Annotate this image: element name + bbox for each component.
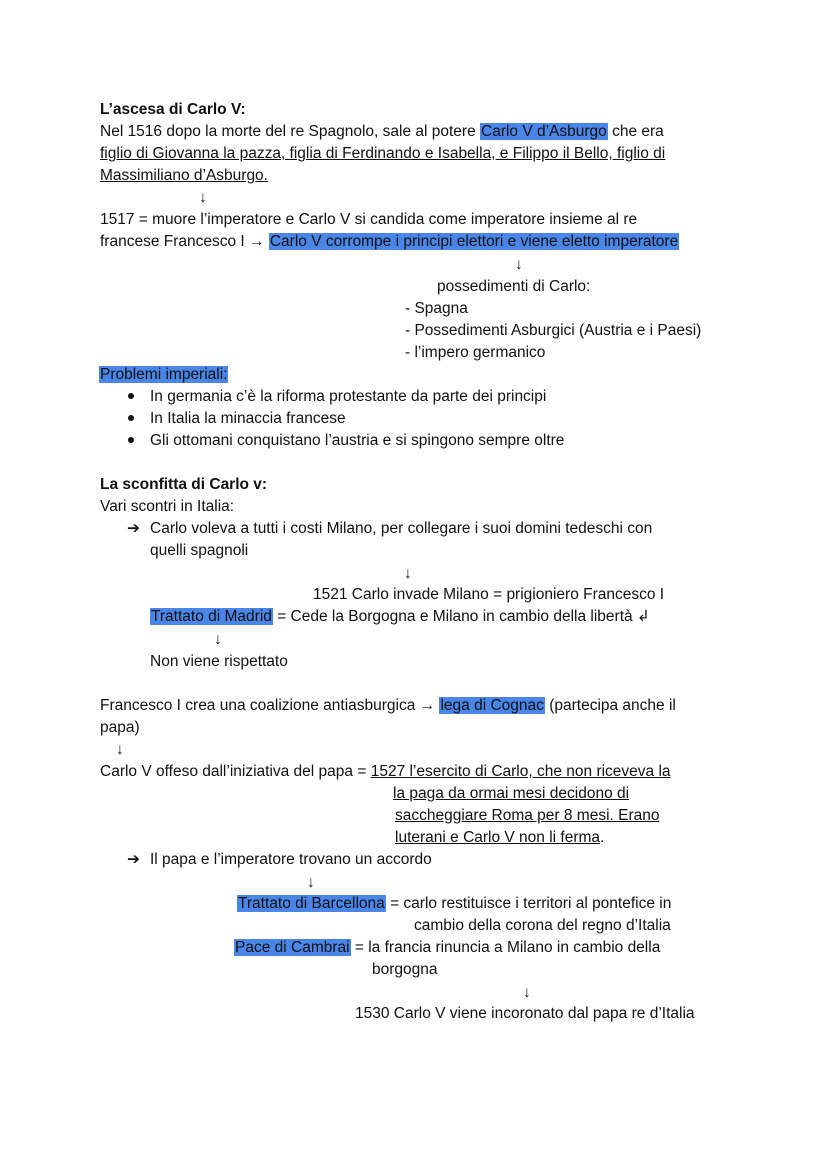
possedimenti-item: - Spagna xyxy=(405,300,468,317)
heading-ascesa: L’ascesa di Carlo V: xyxy=(100,101,246,118)
bullet-item: Gli ottomani conquistano l’austria e si spingono sempre oltre xyxy=(150,432,565,449)
heading-problemi xyxy=(99,365,228,385)
cognac-text: Francesco I crea una coalizione antiasburgica → xyxy=(100,697,440,714)
bullet-item: In Italia la minaccia francese xyxy=(150,410,346,427)
sacco-underlined: 1527 l’esercito di Carlo, che non riceveva la xyxy=(370,763,671,780)
trattato-madrid xyxy=(150,607,650,627)
cognac-line2: papa) xyxy=(100,719,140,736)
barcellona-text: = carlo restituisce i territori al pontefice in xyxy=(385,895,672,912)
cambrai-text: = la francia rinuncia a Milano in cambio della xyxy=(350,939,661,956)
para-1516-text: Nel 1516 dopo la morte del re Spagnolo, sale al potere xyxy=(100,123,480,140)
highlight-cambrai: Pace di Cambrai xyxy=(235,939,350,956)
highlight-barcellona: Trattato di Barcellona xyxy=(238,895,385,912)
cognac-line1 xyxy=(100,696,676,716)
highlight-elezione: Carlo V corrompe i principi elettori e viene eletto imperatore xyxy=(269,233,679,250)
sacco-period: . xyxy=(600,829,605,846)
item-accordo: Il papa e l’imperatore trovano un accordo xyxy=(150,851,432,868)
down-arrow-icon: ↓ xyxy=(404,565,412,582)
para-1516-line3: Massimiliano d’Asburgo. xyxy=(100,167,268,184)
bullet-icon xyxy=(128,415,134,421)
sacco-line3: saccheggiare Roma per 8 mesi. Erano xyxy=(395,807,660,824)
down-arrow-icon: ↓ xyxy=(307,874,315,891)
possedimenti-item: - Possedimenti Asburgici (Austria e i Paesi) xyxy=(405,322,702,339)
down-arrow-icon: ↓ xyxy=(523,984,531,1001)
highlight-problemi: Problemi imperiali: xyxy=(100,366,228,383)
para-1516-line2: figlio di Giovanna la pazza, figlia di Ferdinando e Isabella, e Filippo il Bello, figlio di xyxy=(100,145,666,162)
cognac-tail: (partecipa anche il xyxy=(544,697,676,714)
down-arrow-icon: ↓ xyxy=(214,631,222,648)
item-milano-line2: quelli spagnoli xyxy=(150,542,249,559)
highlight-carlo-asburgo: Carlo V d’Asburgo xyxy=(481,123,607,140)
arrow-bullet-icon: ➔ xyxy=(127,520,140,537)
barcellona-line2: cambio della corona del regno d’Italia xyxy=(414,917,671,934)
bullet-icon xyxy=(128,393,134,399)
event-1530: 1530 Carlo V viene incoronato dal papa re d’Italia xyxy=(355,1005,695,1022)
para-1517-line2 xyxy=(100,232,679,252)
para-1517-text: francese Francesco I → xyxy=(100,233,269,250)
down-arrow-icon: ↓ xyxy=(116,741,124,758)
non-rispettato: Non viene rispettato xyxy=(150,653,288,670)
highlight-madrid: Trattato di Madrid xyxy=(151,608,272,625)
pace-cambrai xyxy=(234,938,660,958)
down-arrow-icon: ↓ xyxy=(515,256,523,273)
madrid-text: = Cede la Borgogna e Milano in cambio della libertà ↲ xyxy=(272,608,650,625)
arrow-bullet-icon: ➔ xyxy=(127,851,140,868)
highlight-cognac: lega di Cognac xyxy=(440,697,544,714)
sacco-line2: la paga da ormai mesi decidono di xyxy=(393,785,630,802)
sacco-text: Carlo V offeso dall’iniziativa del papa = xyxy=(100,763,371,780)
sacco-line1 xyxy=(100,762,671,782)
para-1516-tail: che era xyxy=(607,123,664,140)
para-1517-line1: 1517 = muore l’imperatore e Carlo V si candida come imperatore insieme al re xyxy=(100,211,638,228)
sacco-line4 xyxy=(395,828,604,848)
intro-scontri: Vari scontri in Italia: xyxy=(100,498,235,515)
cambrai-line2: borgogna xyxy=(372,961,438,978)
para-1516-line1 xyxy=(100,122,664,142)
sacco-underlined-end: luterani e Carlo V non li ferma xyxy=(395,829,601,846)
item-milano-line1: Carlo voleva a tutti i costi Milano, per collegare i suoi domini tedeschi con xyxy=(150,520,653,537)
event-1521: 1521 Carlo invade Milano = prigioniero Francesco I xyxy=(313,586,665,603)
bullet-icon xyxy=(128,437,134,443)
heading-sconfitta: La sconfitta di Carlo v: xyxy=(100,476,268,493)
possedimenti-item: - l’impero germanico xyxy=(405,344,546,361)
down-arrow-icon: ↓ xyxy=(199,189,207,206)
trattato-barcellona xyxy=(237,894,671,914)
bullet-item: In germania c’è la riforma protestante da parte dei principi xyxy=(150,388,547,405)
possedimenti-title: possedimenti di Carlo: xyxy=(437,278,591,295)
